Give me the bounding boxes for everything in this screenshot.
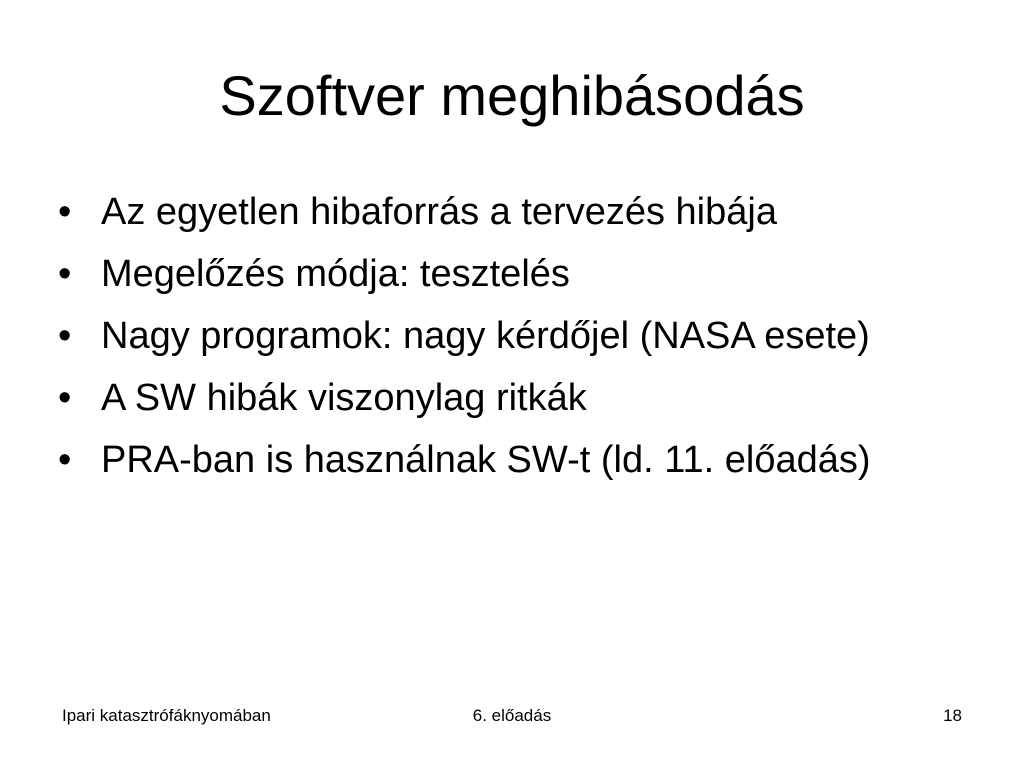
footer-page-number: 18 xyxy=(943,706,962,725)
bullet-item xyxy=(56,434,936,486)
bullet-text: PRA-ban is használnak SW-t (ld. 11. előadás) xyxy=(101,439,871,481)
bullet-icon: • xyxy=(58,315,72,357)
bullet-icon: • xyxy=(58,377,72,419)
bullet-item xyxy=(56,372,936,424)
bullet-item xyxy=(56,310,936,362)
footer-course-title: Ipari katasztrófáknyomában xyxy=(62,706,271,725)
bullet-list xyxy=(56,186,936,496)
bullet-text: A SW hibák viszonylag ritkák xyxy=(101,377,587,419)
bullet-icon: • xyxy=(58,439,72,481)
bullet-text: Megelőzés módja: tesztelés xyxy=(101,253,570,295)
bullet-icon: • xyxy=(58,191,72,233)
slide-title: Szoftver meghibásodás xyxy=(219,64,805,127)
bullet-icon: • xyxy=(58,253,72,295)
bullet-text: Nagy programok: nagy kérdőjel (NASA esete) xyxy=(101,315,870,357)
bullet-text: Az egyetlen hibaforrás a tervezés hibája xyxy=(101,191,777,233)
footer-lecture-label: 6. előadás xyxy=(472,706,552,725)
bullet-item xyxy=(56,248,936,300)
bullet-item xyxy=(56,186,936,238)
